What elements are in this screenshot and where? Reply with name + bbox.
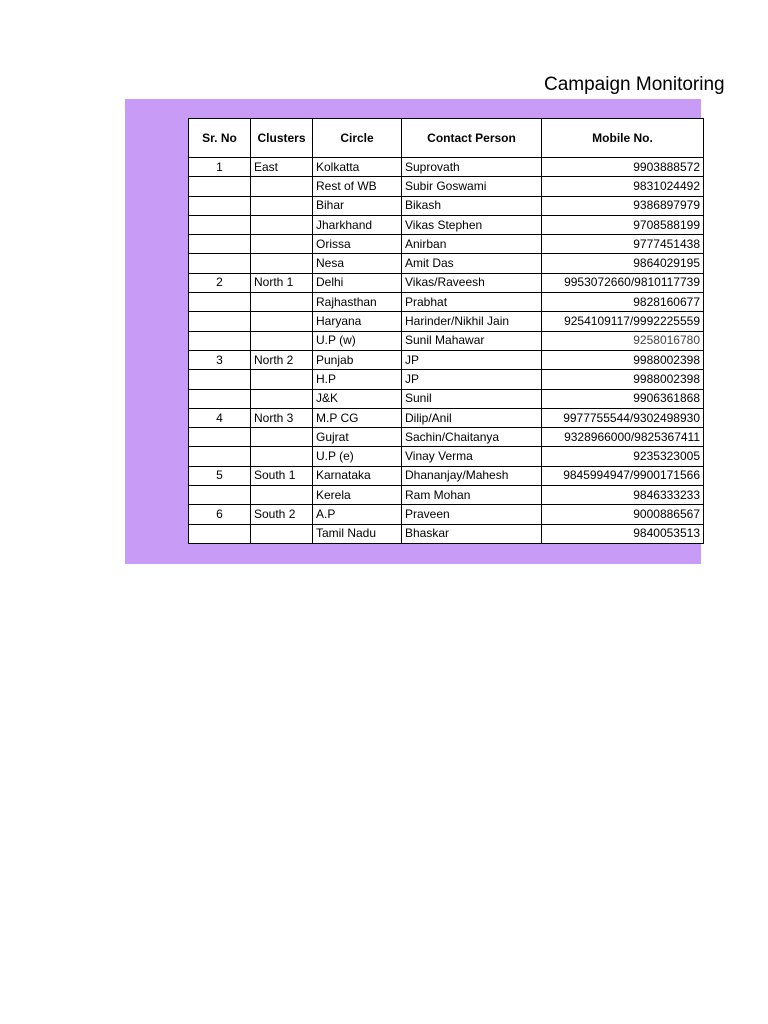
sr-no-cell: 2: [189, 273, 251, 292]
sr-no-cell: [189, 486, 251, 505]
header-row: [189, 119, 704, 158]
table-row: [189, 447, 704, 466]
contact-person-cell: Bhaskar: [402, 524, 542, 543]
table-row: [189, 505, 704, 524]
table-row: [189, 350, 704, 369]
cluster-cell: [251, 447, 313, 466]
contact-person-cell: Vikas/Raveesh: [402, 273, 542, 292]
contact-person-cell: Vinay Verma: [402, 447, 542, 466]
circle-cell: J&K: [313, 389, 402, 408]
contact-person-cell: Prabhat: [402, 293, 542, 312]
sr-no-cell: [189, 293, 251, 312]
mobile-no-cell: 9258016780: [542, 331, 704, 350]
mobile-no-cell: 9977755544/9302498930: [542, 408, 704, 427]
circle-cell: Kerela: [313, 486, 402, 505]
cluster-cell: [251, 196, 313, 215]
table-row: [189, 370, 704, 389]
mobile-no-cell: 9864029195: [542, 254, 704, 273]
circle-cell: A.P: [313, 505, 402, 524]
circle-cell: U.P (e): [313, 447, 402, 466]
contact-person-cell: Bikash: [402, 196, 542, 215]
mobile-no-cell: 9328966000/9825367411: [542, 428, 704, 447]
mobile-no-cell: 9903888572: [542, 158, 704, 177]
mobile-no-cell: 9840053513: [542, 524, 704, 543]
circle-cell: H.P: [313, 370, 402, 389]
circle-cell: Haryana: [313, 312, 402, 331]
cluster-cell: South 2: [251, 505, 313, 524]
cluster-cell: North 2: [251, 350, 313, 369]
contact-person-cell: Amit Das: [402, 254, 542, 273]
contact-person-cell: Harinder/Nikhil Jain: [402, 312, 542, 331]
cluster-cell: South 1: [251, 466, 313, 485]
header-circle: Circle: [313, 119, 402, 158]
sr-no-cell: 4: [189, 408, 251, 427]
sr-no-cell: 6: [189, 505, 251, 524]
contact-person-cell: JP: [402, 370, 542, 389]
mobile-no-cell: 9777451438: [542, 235, 704, 254]
contact-table: [188, 118, 704, 544]
table-row: [189, 466, 704, 485]
contact-person-cell: JP: [402, 350, 542, 369]
table-body: [189, 158, 704, 544]
table-row: [189, 293, 704, 312]
table-row: [189, 331, 704, 350]
contact-person-cell: Subir Goswami: [402, 177, 542, 196]
contact-person-cell: Dilip/Anil: [402, 408, 542, 427]
mobile-no-cell: 9845994947/9900171566: [542, 466, 704, 485]
mobile-no-cell: 9906361868: [542, 389, 704, 408]
contact-person-cell: Anirban: [402, 235, 542, 254]
sr-no-cell: [189, 177, 251, 196]
cluster-cell: [251, 235, 313, 254]
mobile-no-cell: 9000886567: [542, 505, 704, 524]
circle-cell: M.P CG: [313, 408, 402, 427]
circle-cell: Karnataka: [313, 466, 402, 485]
sr-no-cell: 5: [189, 466, 251, 485]
header-clusters: Clusters: [251, 119, 313, 158]
circle-cell: Kolkatta: [313, 158, 402, 177]
table-row: [189, 254, 704, 273]
circle-cell: Gujrat: [313, 428, 402, 447]
contact-person-cell: Ram Mohan: [402, 486, 542, 505]
circle-cell: Orissa: [313, 235, 402, 254]
contact-sheet: [188, 118, 701, 544]
table-row: [189, 486, 704, 505]
cluster-cell: [251, 486, 313, 505]
circle-cell: Nesa: [313, 254, 402, 273]
cluster-cell: [251, 312, 313, 331]
sr-no-cell: 1: [189, 158, 251, 177]
circle-cell: Punjab: [313, 350, 402, 369]
sr-no-cell: [189, 331, 251, 350]
sr-no-cell: [189, 235, 251, 254]
contact-person-cell: Sunil Mahawar: [402, 331, 542, 350]
table-row: [189, 215, 704, 234]
circle-cell: U.P (w): [313, 331, 402, 350]
table-row: [189, 235, 704, 254]
sr-no-cell: [189, 312, 251, 331]
contact-person-cell: Sachin/Chaitanya: [402, 428, 542, 447]
mobile-no-cell: 9988002398: [542, 370, 704, 389]
header-mobile-no: Mobile No.: [542, 119, 704, 158]
page-title: Campaign Monitoring: [544, 74, 725, 95]
cluster-cell: North 1: [251, 273, 313, 292]
cluster-cell: North 3: [251, 408, 313, 427]
table-row: [189, 177, 704, 196]
mobile-no-cell: 9846333233: [542, 486, 704, 505]
cluster-cell: [251, 370, 313, 389]
table-row: [189, 312, 704, 331]
cluster-cell: East: [251, 158, 313, 177]
contact-person-cell: Praveen: [402, 505, 542, 524]
mobile-no-cell: 9953072660/9810117739: [542, 273, 704, 292]
sr-no-cell: [189, 254, 251, 273]
contact-person-cell: Sunil: [402, 389, 542, 408]
circle-cell: Jharkhand: [313, 215, 402, 234]
table-row: [189, 196, 704, 215]
cluster-cell: [251, 293, 313, 312]
mobile-no-cell: 9386897979: [542, 196, 704, 215]
sr-no-cell: [189, 215, 251, 234]
table-row: [189, 273, 704, 292]
table-row: [189, 158, 704, 177]
sr-no-cell: 3: [189, 350, 251, 369]
sr-no-cell: [189, 428, 251, 447]
cluster-cell: [251, 331, 313, 350]
contact-person-cell: Dhananjay/Mahesh: [402, 466, 542, 485]
table-row: [189, 524, 704, 543]
mobile-no-cell: 9708588199: [542, 215, 704, 234]
cluster-cell: [251, 524, 313, 543]
cluster-cell: [251, 428, 313, 447]
cluster-cell: [251, 177, 313, 196]
header-contact-person: Contact Person: [402, 119, 542, 158]
sr-no-cell: [189, 196, 251, 215]
circle-cell: Tamil Nadu: [313, 524, 402, 543]
mobile-no-cell: 9831024492: [542, 177, 704, 196]
sr-no-cell: [189, 370, 251, 389]
table-row: [189, 428, 704, 447]
cluster-cell: [251, 254, 313, 273]
circle-cell: Bihar: [313, 196, 402, 215]
sr-no-cell: [189, 524, 251, 543]
circle-cell: Rest of WB: [313, 177, 402, 196]
contact-person-cell: Suprovath: [402, 158, 542, 177]
mobile-no-cell: 9828160677: [542, 293, 704, 312]
cluster-cell: [251, 389, 313, 408]
mobile-no-cell: 9988002398: [542, 350, 704, 369]
circle-cell: Delhi: [313, 273, 402, 292]
table-row: [189, 408, 704, 427]
table-row: [189, 389, 704, 408]
sr-no-cell: [189, 389, 251, 408]
cluster-cell: [251, 215, 313, 234]
header-sr-no: Sr. No: [189, 119, 251, 158]
mobile-no-cell: 9235323005: [542, 447, 704, 466]
sr-no-cell: [189, 447, 251, 466]
circle-cell: Rajhasthan: [313, 293, 402, 312]
mobile-no-cell: 9254109117/9992225559: [542, 312, 704, 331]
contact-person-cell: Vikas Stephen: [402, 215, 542, 234]
